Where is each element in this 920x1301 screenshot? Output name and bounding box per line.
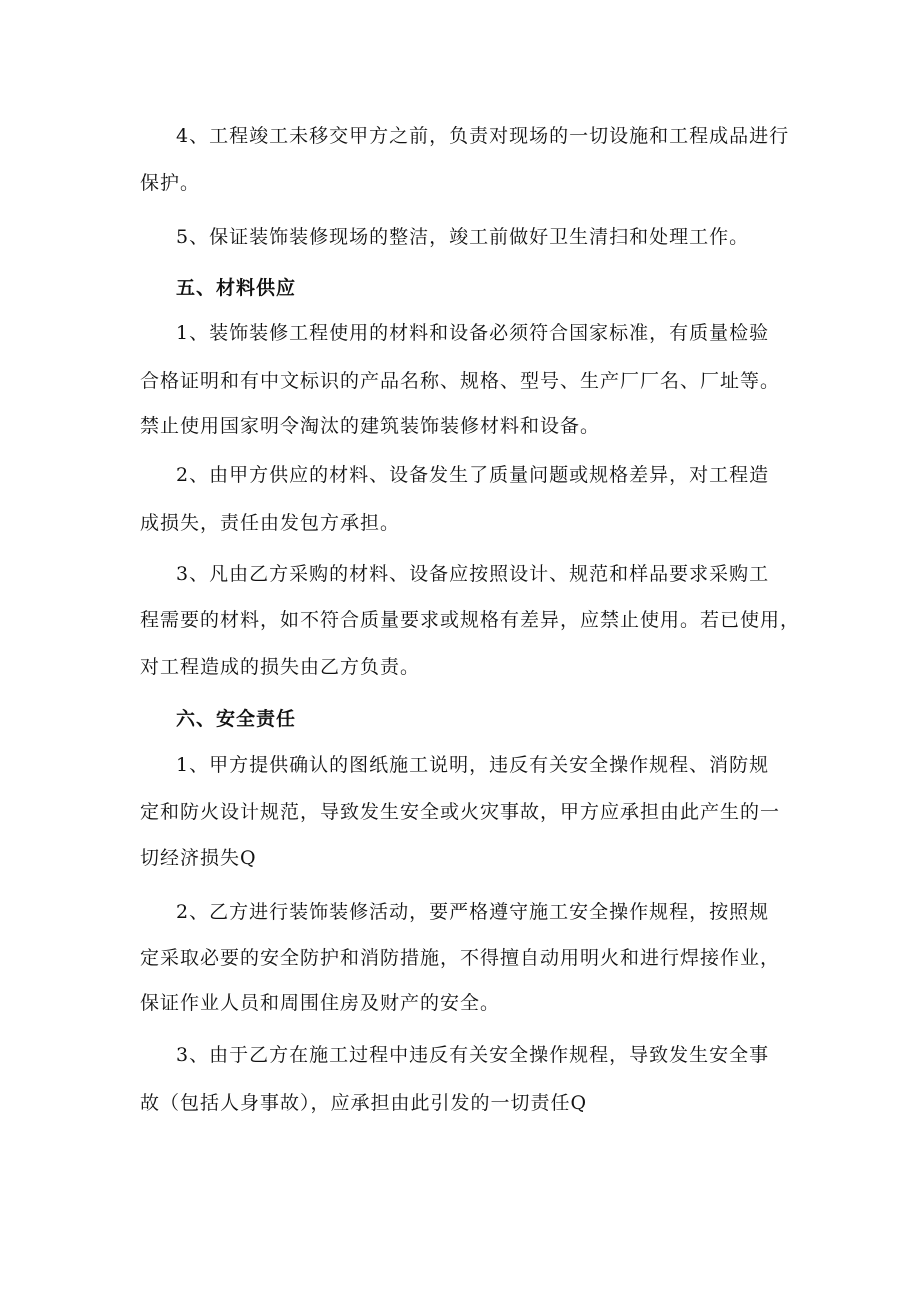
safety-clause-2-line-3: 保证作业人员和周围住房及财产的安全。 bbox=[140, 992, 501, 1014]
safety-clause-3-line-2: 故（包括人身事故），应承担由此引发的一切责任Q bbox=[140, 1092, 588, 1114]
materials-clause-3-line-3: 对工程造成的损失由乙方负责。 bbox=[140, 656, 421, 678]
safety-clause-1-line-1: 1、甲方提供确认的图纸施工说明，违反有关安全操作规程、消防规 bbox=[176, 754, 770, 776]
materials-clause-1-line-1: 1、装饰装修工程使用的材料和设备必须符合国家标准，有质量检验 bbox=[176, 322, 770, 344]
clause-5-line-1: 5、保证装饰装修现场的整洁，竣工前做好卫生清扫和处理工作。 bbox=[176, 226, 750, 248]
safety-clause-1-line-3: 切经济损失Q bbox=[140, 847, 257, 869]
materials-clause-2-line-1: 2、由甲方供应的材料、设备发生了质量问题或规格差异，对工程造 bbox=[176, 464, 770, 486]
materials-clause-1-line-3: 禁止使用国家明令淘汰的建筑装饰装修材料和设备。 bbox=[140, 415, 601, 437]
safety-clause-2-line-1: 2、乙方进行装饰装修活动，要严格遵守施工安全操作规程，按照规 bbox=[176, 901, 770, 923]
safety-clause-2-line-2: 定采取必要的安全防护和消防措施，不得擅自动用明火和进行焊接作业， bbox=[140, 947, 781, 969]
section-heading-materials: 五、材料供应 bbox=[176, 277, 297, 299]
safety-clause-1-line-2: 定和防火设计规范，导致发生安全或火灾事故，甲方应承担由此产生的一 bbox=[140, 801, 781, 823]
materials-clause-1-line-2: 合格证明和有中文标识的产品名称、规格、型号、生产厂厂名、厂址等。 bbox=[140, 370, 781, 392]
safety-clause-3-line-1: 3、由于乙方在施工过程中违反有关安全操作规程，导致发生安全事 bbox=[176, 1044, 770, 1066]
clause-4-line-1: 4、工程竣工未移交甲方之前，负责对现场的一切设施和工程成品进行 bbox=[176, 125, 790, 147]
materials-clause-3-line-2: 程需要的材料，如不符合质量要求或规格有差异，应禁止使用。若已使用， bbox=[140, 609, 801, 631]
materials-clause-2-line-2: 成损失，责任由发包方承担。 bbox=[140, 512, 401, 534]
clause-4-line-2: 保护。 bbox=[140, 172, 201, 194]
materials-clause-3-line-1: 3、凡由乙方采购的材料、设备应按照设计、规范和样品要求采购工 bbox=[176, 563, 770, 585]
section-heading-safety: 六、安全责任 bbox=[176, 708, 297, 730]
